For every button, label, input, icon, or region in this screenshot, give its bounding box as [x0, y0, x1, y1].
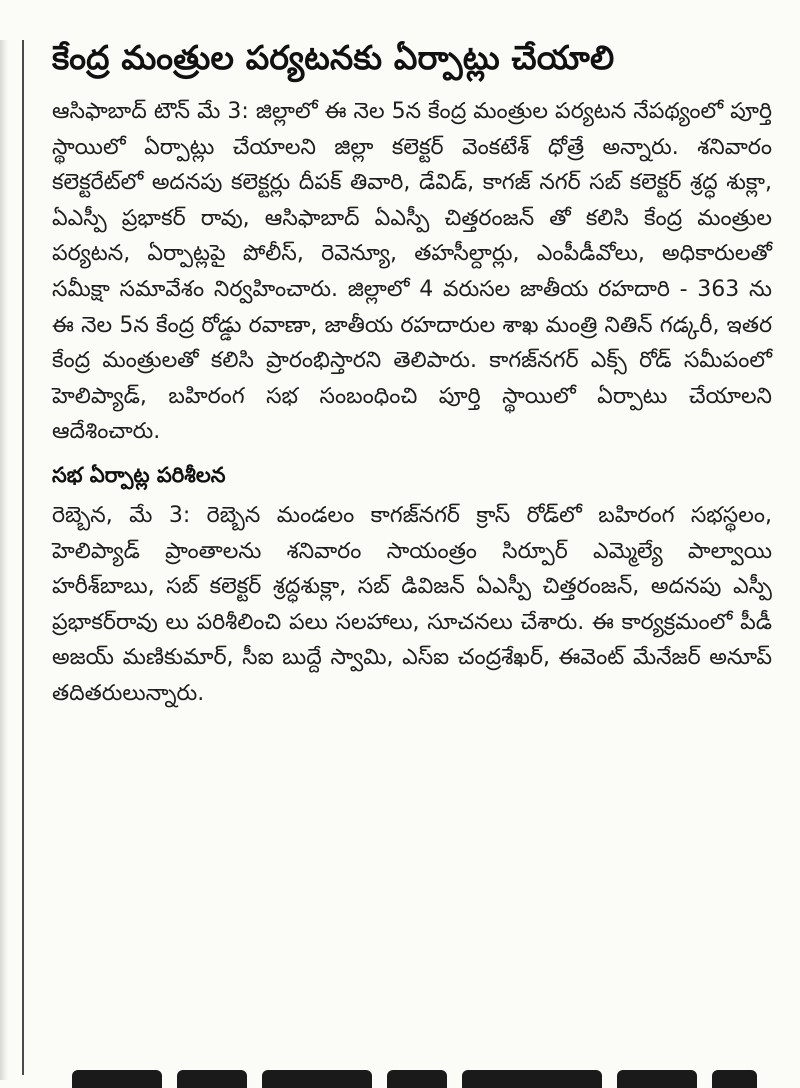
column-rule: [22, 40, 24, 1075]
article-subheading: సభ ఏర్పాట్ల పరిశీలన: [52, 462, 226, 487]
article-body-paragraph: ఆసిఫాబాద్ టౌన్ మే 3: జిల్లాలో ఈ నెల 5న కేంద్ర మంత్రుల పర్యటన నేపథ్యంలో పూర్తి స్థాయిలో ఏర్పాట్లు చేయాలని జిల్లా కలెక్టర్ వెంకటేశ్ ధోత్రే అన్నారు. శనివారం కలెక్టరేట్‌లో అదనపు కలెక్టర్లు దీపక్ తివారి, డేవిడ్, కాగజ్ నగర్ సబ్ కలెక్టర్ శ్రద్ధ శుక్లా, ఏఎస్పీ ప్రభాకర్ రావు, ఆసిఫాబాద్ ఏఎస్పీ చిత్తరంజన్ తో కలిసి కేంద్ర మంత్రుల పర్యటన, ఏర్పాట్లపై పోలీస్, రెవెన్యూ, తహసీల్దార్లు, ఎంపీడీవోలు, అధికారులతో సమీక్షా సమావేశం నిర్వహించారు. జిల్లాలో 4 వరుసల జాతీయ రహదారి - 363 ను ఈ నెల 5న కేంద్ర రోడ్డు రవాణా, జాతీయ రహదారుల శాఖ మంత్రి నితిన్ గడ్కరీ, ఇతర కేంద్ర మంత్రులతో కలిసి ప్రారంభిస్తారని తెలిపారు. కాగజ్‌నగర్ ఎక్స్ రోడ్ సమీపంలో హెలిప్యాడ్, బహిరంగ సభ సంబంధించి పూర్తి స్థాయిలో ఏర్పాటు చేయాలని ఆదేశించారు.: [52, 99, 772, 445]
page-edge-shadow: [0, 40, 8, 1080]
news-article: [52, 34, 772, 712]
article-body-paragraph-2: రెబ్బెన, మే 3: రెబ్బెన మండలం కాగజ్‌నగర్ క్రాస్ రోడ్‌లో బహిరంగ సభస్థలం, హెలిప్యాడ్ ప్రాంతాలను శనివారం సాయంత్రం సిర్పూర్ ఎమ్మెల్యే పాల్వాయి హరీశ్‌బాబు, సబ్ కలెక్టర్ శ్రద్ధశుక్లా, సబ్ డివిజన్ ఏఎస్పీ చిత్తరంజన్, అదనపు ఎస్పీ ప్రభాకర్‌రావు లు పరిశీలించి పలు సలహాలు, సూచనలు చేశారు. ఈ కార్యక్రమంలో పీడీ అజయ్ మణికుమార్, సీఐ బుద్దే స్వామి, ఎస్ఐ చంద్రశేఖర్, ఈవెంట్ మేనేజర్ అనూప్ తదితరులున్నారు.: [52, 502, 772, 706]
next-article-headline-cutoff: [52, 1066, 772, 1088]
article-headline: కేంద్ర మంత్రుల పర్యటనకు ఏర్పాట్లు చేయాలి: [52, 38, 615, 77]
